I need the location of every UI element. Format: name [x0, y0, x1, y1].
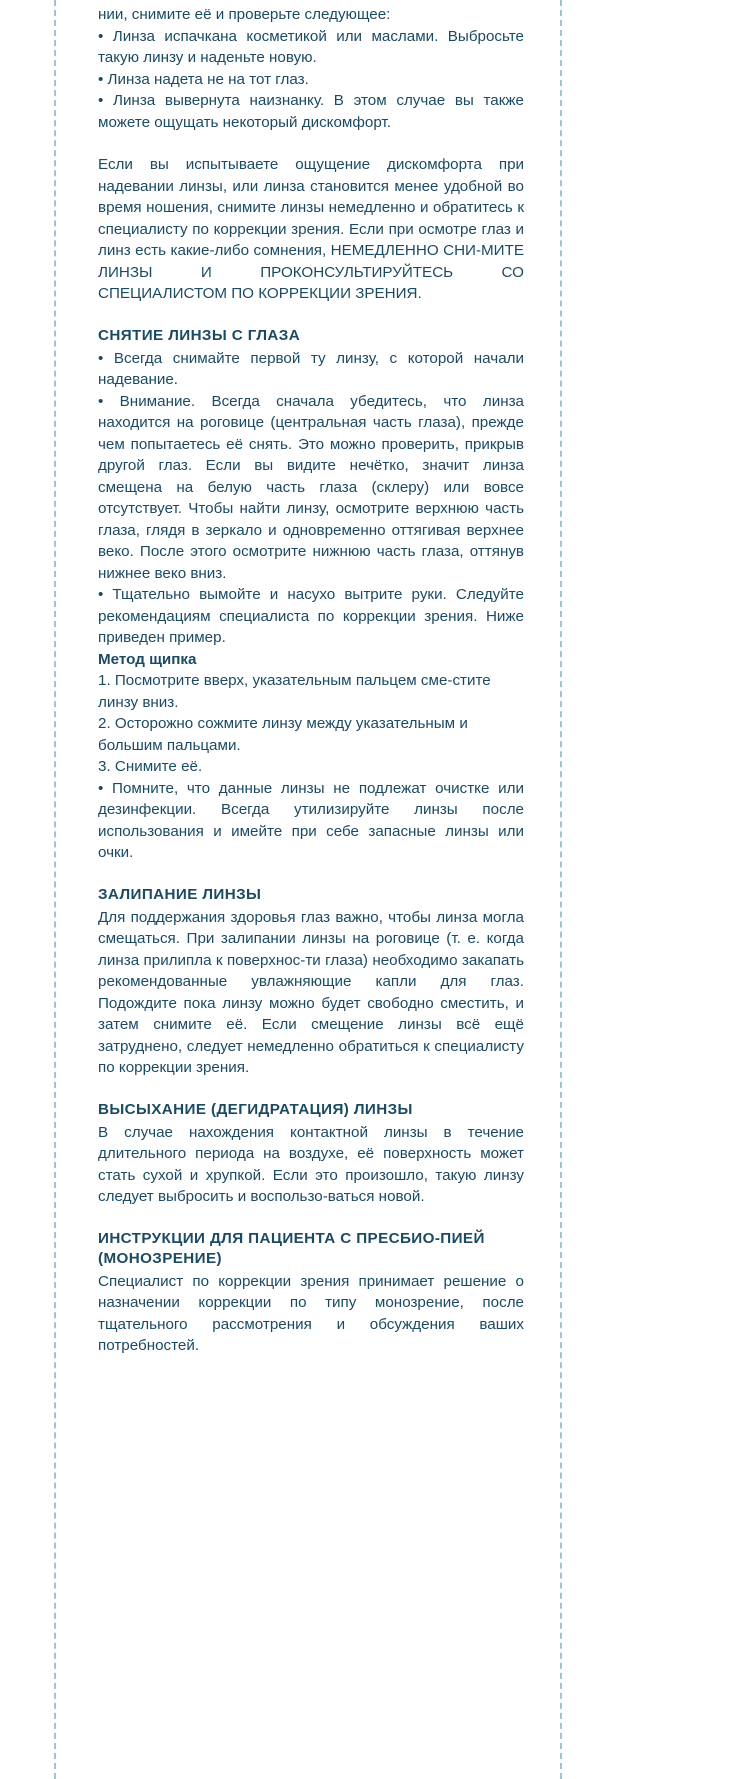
spacer — [98, 864, 524, 885]
heading-dehydration: ВЫСЫХАНИЕ (ДЕГИДРАТАЦИЯ) ЛИНЗЫ — [98, 1100, 413, 1118]
pinch-step-3: 3. Снимите её. — [98, 758, 203, 775]
heading-lens-sticking: ЗАЛИПАНИЕ ЛИНЗЫ — [98, 885, 262, 903]
heading-lens-removal: СНЯТИЕ ЛИНЗЫ С ГЛАЗА — [98, 326, 301, 344]
paragraph-discomfort: Если вы испытываете ощущение дискомфорта при надевании линзы, или линза становится менее удобной во время ношения, снимите линзы немедленно и обратитесь к специалисту по коррекции зрения. Если при осмотре глаз и линз есть какие-либо сомнения, НЕМЕДЛЕННО СНИ-МИТЕ ЛИНЗЫ И ПРОКОНСУЛЬТИРУЙТЕСЬ СО СПЕЦИАЛИСТОМ ПО КОРРЕКЦИИ ЗРЕНИЯ. — [98, 156, 524, 302]
pinch-step-2: 2. Осторожно сожмите линзу между указательным и большим пальцами. — [98, 715, 468, 754]
paragraph-dehydration: В случае нахождения контактной линзы в течение длительного периода на воздухе, её поверхность может стать сухой и хрупкой. Если это произошло, такую линзу следует выбросить и воспользо-ваться новой. — [98, 1123, 524, 1205]
text-column — [98, 0, 524, 1357]
right-margin-rule — [560, 0, 562, 1779]
paragraph-presbyopia: Специалист по коррекции зрения принимает решение о назначении коррекции по типу монозрение, после тщательного рассмотрения и обсуждения ваших потребностей. — [98, 1272, 524, 1354]
paragraph-intro-continued: нии, снимите её и проверьте следующее: — [98, 6, 391, 23]
spacer — [98, 133, 524, 154]
heading-presbyopia: ИНСТРУКЦИИ ДЛЯ ПАЦИЕНТА С ПРЕСБИО-ПИЕЙ (МОНОЗРЕНИЕ) — [98, 1229, 485, 1267]
paragraph-disposal-note: • Помните, что данные линзы не подлежат очистке или дезинфекции. Всегда утилизируйте линзы после использования и имейте при себе запасные линзы или очки. — [98, 779, 524, 861]
spacer — [98, 1208, 524, 1229]
spacer — [98, 305, 524, 326]
subheading-pinch-method: Метод щипка — [98, 650, 197, 668]
paragraph-sticking: Для поддержания здоровья глаз важно, чтобы линза могла смещаться. При залипании линзы на роговице (т. е. когда линза прилипла к поверхнос-ти глаза) необходимо закапать рекомендованные увлажняющие капли для глаз. Подождите пока линзу можно будет свободно сместить, и затем снимите её. Если смещение линзы всё ещё затруднено, следует немедленно обратиться к специалисту по коррекции зрения. — [98, 908, 524, 1076]
removal-bullet-order: • Всегда снимайте первой ту линзу, с которой начали надевание. — [98, 349, 524, 388]
pinch-step-1: 1. Посмотрите вверх, указательным пальцем сме-стите линзу вниз. — [98, 672, 491, 711]
bullet-inside-out: • Линза вывернута наизнанку. В этом случае вы также можете ощущать некоторый дискомфорт. — [98, 92, 524, 131]
bullet-wrong-eye: • Линза надета не на тот глаз. — [98, 70, 309, 88]
spacer — [98, 1079, 524, 1100]
left-margin-rule — [54, 0, 56, 1779]
bullet-cosmetics: • Линза испачкана косметикой или маслами. Выбросьте такую линзу и наденьте новую. — [98, 27, 524, 66]
removal-bullet-attention: • Внимание. Всегда сначала убедитесь, что линза находится на роговице (центральная часть глаза), прежде чем попытаетесь её снять. Это можно проверить, прикрыв другой глаз. Если вы видите нечётко, значит линза смещена на белую часть глаза (склеру) или вовсе отсутствует. Чтобы найти линзу, осмотрите верхнюю часть глаза, глядя в зеркало и одновременно оттягивая верхнее веко. После этого осмотрите нижнюю часть глаза, оттянув нижнее веко вниз. — [98, 392, 524, 582]
removal-bullet-hands: • Тщательно вымойте и насухо вытрите руки. Следуйте рекомендациям специалиста по коррекции зрения. Ниже приведен пример. — [98, 586, 524, 646]
